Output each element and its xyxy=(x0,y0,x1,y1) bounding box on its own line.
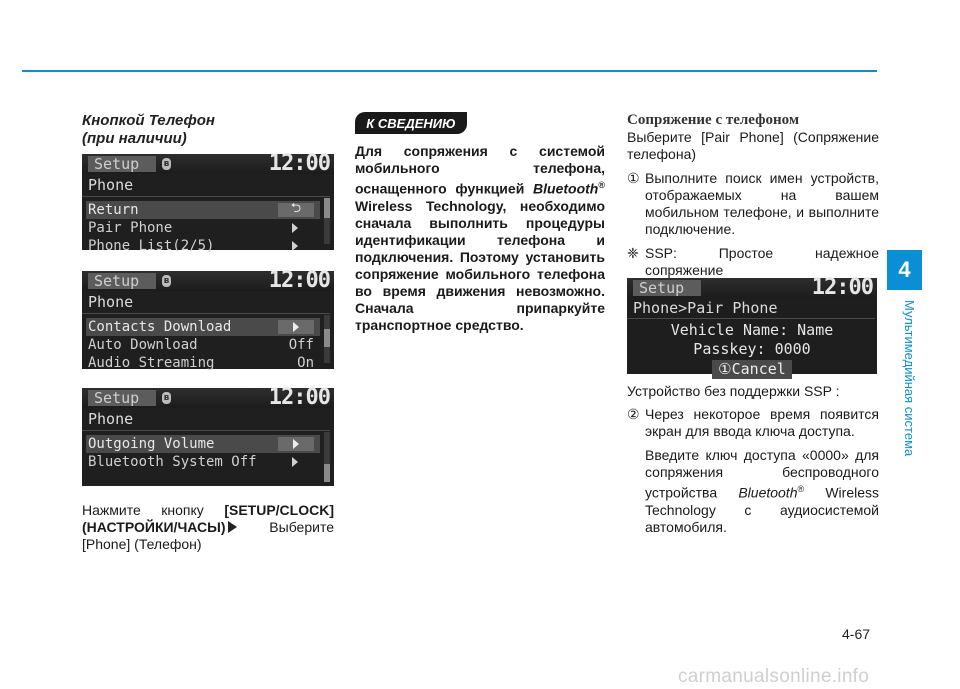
bluetooth-word: Bluetooth xyxy=(738,484,798,501)
menu-item-label: Audio Streaming xyxy=(88,355,215,371)
step-1 xyxy=(627,170,879,238)
column-1 xyxy=(82,112,334,148)
button-name: [SETUP/CLOCK] (НАСТРОЙКИ/ЧАСЫ) xyxy=(82,502,334,535)
menu-item-contacts-download[interactable] xyxy=(86,318,320,336)
scrollbar[interactable] xyxy=(324,315,330,363)
menu-item-label: Return xyxy=(88,202,139,218)
menu-item-label: Bluetooth System Off xyxy=(88,454,257,470)
menu-item-bluetooth-system-off[interactable] xyxy=(82,453,320,471)
menu-item-phone-list[interactable] xyxy=(82,237,320,255)
scroll-thumb[interactable] xyxy=(324,464,330,482)
intro-text: Выберите [Pair Phone] (Сопряжение телефона) xyxy=(627,129,879,162)
bluetooth-icon: ʙ xyxy=(163,276,170,286)
instruction-text: Нажмите кнопку xyxy=(82,502,225,518)
note-text-part: Wireless Technology, необходимо сначала выполнить процедуры идентификации телефона и подключения. Поэтому установить сопряжение мобильного телефона во время движения невозможно. Сначала припаркуйте транспортное средство. xyxy=(355,197,605,333)
section-heading: Сопряжение с телефоном xyxy=(627,112,800,128)
menu-item-outgoing-volume[interactable] xyxy=(86,435,320,453)
clock: 12:00 xyxy=(268,151,330,176)
step-detail-text xyxy=(645,447,879,536)
chapter-tab[interactable]: 4 xyxy=(887,250,922,290)
screen-title: Phone xyxy=(82,174,330,197)
ssp-text: SSP: Простое надежное сопряжение xyxy=(645,245,879,278)
menu-item-label: Outgoing Volume xyxy=(88,436,215,452)
chevron-right-icon xyxy=(292,241,298,251)
step-text: Через некоторое время появится экран для ввода ключа доступа. xyxy=(645,406,879,439)
no-ssp-text: Устройство без поддержки SSP : xyxy=(627,383,840,399)
detail-part: Wireless Technology с аудиосистемой автомобиля. xyxy=(645,484,880,535)
section-heading: Кнопкой Телефон xyxy=(82,112,215,129)
screen-title: Phone xyxy=(82,291,330,314)
phone-menu-screen-3 xyxy=(82,385,334,486)
setting-value: Off xyxy=(288,337,314,353)
clock: 12:00 xyxy=(268,385,330,410)
setup-label: Setup xyxy=(633,280,701,296)
ssp-note xyxy=(627,245,879,279)
note-text xyxy=(355,143,605,334)
chevron-box xyxy=(278,320,314,334)
menu-item-auto-download[interactable] xyxy=(82,336,320,354)
chevron-right-icon xyxy=(293,439,299,449)
menu-item-label: Pair Phone xyxy=(88,220,173,236)
column-3-lower xyxy=(627,383,879,536)
indent xyxy=(627,447,645,536)
step-marker: ① xyxy=(627,170,640,186)
passkey: Passkey: 0000 xyxy=(693,340,811,358)
step-marker: ② xyxy=(627,406,640,422)
pair-info xyxy=(627,321,877,379)
chapter-label: Мультимедийная система xyxy=(902,300,917,457)
phone-menu-screen-1 xyxy=(82,151,334,254)
bluetooth-word: Bluetooth xyxy=(533,180,599,197)
instruction-paragraph xyxy=(82,502,334,553)
step-2 xyxy=(627,406,879,440)
menu-item-label: Contacts Download xyxy=(88,319,232,335)
section-subheading: (при наличии) xyxy=(82,130,187,147)
pair-phone-screen xyxy=(627,275,877,378)
phone-menu-screen-2 xyxy=(82,268,334,371)
detail-part: Введите ключ доступа «0000» для сопряжения беспроводного устройства xyxy=(645,447,879,501)
menu-item-audio-streaming[interactable] xyxy=(82,354,320,372)
setup-label: Setup xyxy=(88,273,156,289)
header-rule xyxy=(22,70,877,72)
play-arrow-icon xyxy=(228,521,237,533)
step-text: Выполните поиск имен устройств, отображаемых на вашем мобильном телефоне, и выполните подключение. xyxy=(645,170,879,237)
setting-value: On xyxy=(297,355,314,371)
screen-title: Phone xyxy=(82,408,330,431)
note-marker: ❈ xyxy=(627,245,639,261)
note-text-part: Для сопряжения с системой мобильного телефона, оснащенного функцией xyxy=(355,143,605,197)
bluetooth-icon: ʙ xyxy=(163,393,170,403)
chevron-right-icon xyxy=(292,223,298,233)
instruction-text: Выберите [Phone] (Телефон) xyxy=(82,519,334,552)
scroll-thumb[interactable] xyxy=(324,329,330,347)
screen-title: Phone>Pair Phone xyxy=(627,298,875,319)
return-icon: ⮌ xyxy=(278,203,314,217)
menu-item-pair-phone[interactable] xyxy=(82,219,320,237)
screen-status-bar xyxy=(82,268,334,293)
menu-item-label: Auto Download xyxy=(88,337,198,353)
setup-label: Setup xyxy=(88,390,156,406)
bluetooth-icon: ʙ xyxy=(163,159,170,169)
scrollbar[interactable] xyxy=(324,432,330,480)
setup-label: Setup xyxy=(88,156,156,172)
watermark: carmanualsonline.info xyxy=(678,666,870,687)
screen-status-bar xyxy=(82,385,334,410)
menu-item-label: Phone List(2/5) xyxy=(88,238,215,254)
cancel-button[interactable] xyxy=(712,360,792,379)
chevron-box xyxy=(278,437,314,451)
column-3 xyxy=(627,112,879,279)
scroll-thumb[interactable] xyxy=(324,198,330,218)
menu-item-return[interactable] xyxy=(86,201,320,219)
screen-status-bar xyxy=(82,151,334,176)
clock: 12:00 xyxy=(268,268,330,293)
clock: 12:00 xyxy=(811,275,873,300)
note-label: К СВЕДЕНИЮ xyxy=(355,112,467,134)
chevron-right-icon xyxy=(293,322,299,332)
registered-mark: ® xyxy=(797,484,805,494)
page-number: 4-67 xyxy=(842,626,871,642)
cancel-label: Cancel xyxy=(731,360,786,378)
scrollbar[interactable] xyxy=(324,198,330,244)
step-2-detail xyxy=(627,447,879,536)
cancel-marker: ① xyxy=(718,360,732,378)
registered-mark: ® xyxy=(598,180,605,190)
chevron-right-icon xyxy=(292,457,298,467)
vehicle-name: Vehicle Name: Name xyxy=(670,321,834,339)
screen-status-bar xyxy=(627,275,877,300)
